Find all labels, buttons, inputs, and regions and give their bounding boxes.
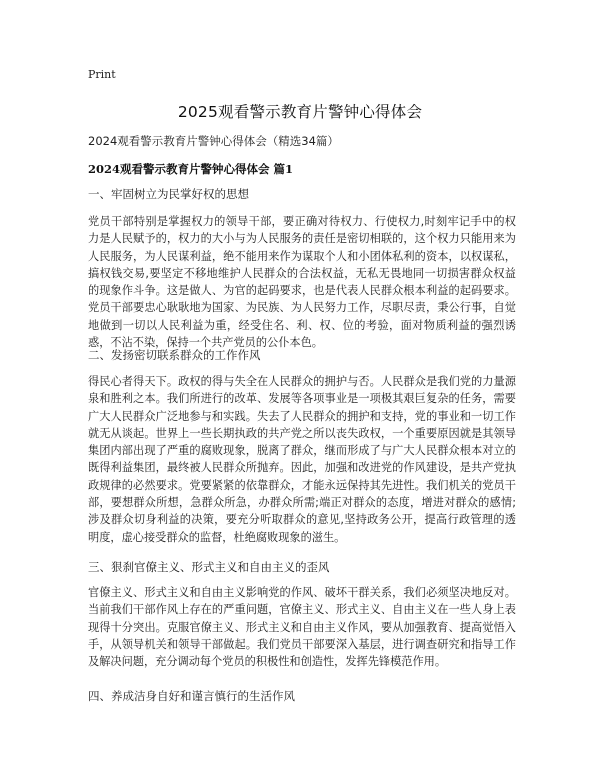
paragraph-3: 官僚主义、形式主义和自由主义影响党的作风、破坏干群关系，我们必须坚决地反对。当前我们干部作风上存在的严重问题，官僚主义、形式主义、自由主义在一些人身上表现得十分突出。克服官僚主义、形式主义和自由主义作风，要从加强教育、提高觉悟入手，从领导机关和领导干部做起。我们党员干部要深入基层，进行调查研究和指导工作及解决问题，充分调动每个党员的积极性和创造性，发挥先锋模范作用。 <box>88 586 516 669</box>
page-title: 2025观看警示教育片警钟心得体会 <box>177 103 423 121</box>
paragraph-2: 得民心者得天下。政权的得与失全在人民群众的拥护与否。人民群众是我们党的力量源泉和胜利之本。我们所进行的改革、发展等各项事业是一项极其艰巨复杂的任务，需要广大人民群众广泛地参与和实践。失去了人民群众的拥护和支持，党的事业和一切工作就无从谈起。世界上一些长期执政的共产党之所以丧失政权，一个重要原因就是其领导集团内部出现了严重的腐败现象，脱离了群众，继而形成了与广大人民群众根本对立的既得利益集团，最终被人民群众所抛弃。因此，加强和改进党的作风建设，是共产党执政规律的必然要求。党要紧紧的依靠群众，才能永远保持其先进性。我们机关的党员干部，要想群众所想，急群众所急，办群众所需;端正对群众的态度，增进对群众的感情;涉及群众切身利益的决策，要充分听取群众的意见,坚持政务公开，提高行政管理的透明度，虚心接受群众的监督，杜绝腐败现象的滋生。 <box>88 375 516 544</box>
heading-2: 二、发扬密切联系群众的工作作风 <box>88 348 261 362</box>
print-link[interactable]: Print <box>88 68 116 81</box>
heading-3: 三、狠刹官僚主义、形式主义和自由主义的歪风 <box>88 560 330 574</box>
paragraph-1: 党员干部特别是掌握权力的领导干部，要正确对待权力、行使权力,时刻牢记手中的权力是人民赋予的，权力的大小与为人民服务的责任是密切相联的，这个权力只能用来为人民服务，为人民谋利益，绝不能用来作为谋取个人和小团体私利的资本，以权谋私，搞权钱交易,要坚定不移地维护人民群众的合法权益，无私无畏地同一切损害群众权益的现象作斗争。这是做人、为官的起码要求，也是代表人民群众根本利益的起码要求。党员干部要忠心耿耿地为国家、为民族、为人民努力工作，尽职尽责，秉公行事，自觉地做到一切以人民利益为重，经受住名、利、权、位的考验，面对物质利益的强烈诱惑，不沾不染，保持一个共产党员的公仆本色。 <box>88 215 516 350</box>
heading-4: 四、养成洁身自好和谨言慎行的生活作风 <box>88 689 295 703</box>
heading-1: 一、牢固树立为民掌好权的思想 <box>88 187 249 201</box>
section-heading: 2024观看警示教育片警钟心得体会 篇1 <box>88 162 294 176</box>
document-subtitle: 2024观看警示教育片警钟心得体会（精选34篇） <box>88 134 339 148</box>
